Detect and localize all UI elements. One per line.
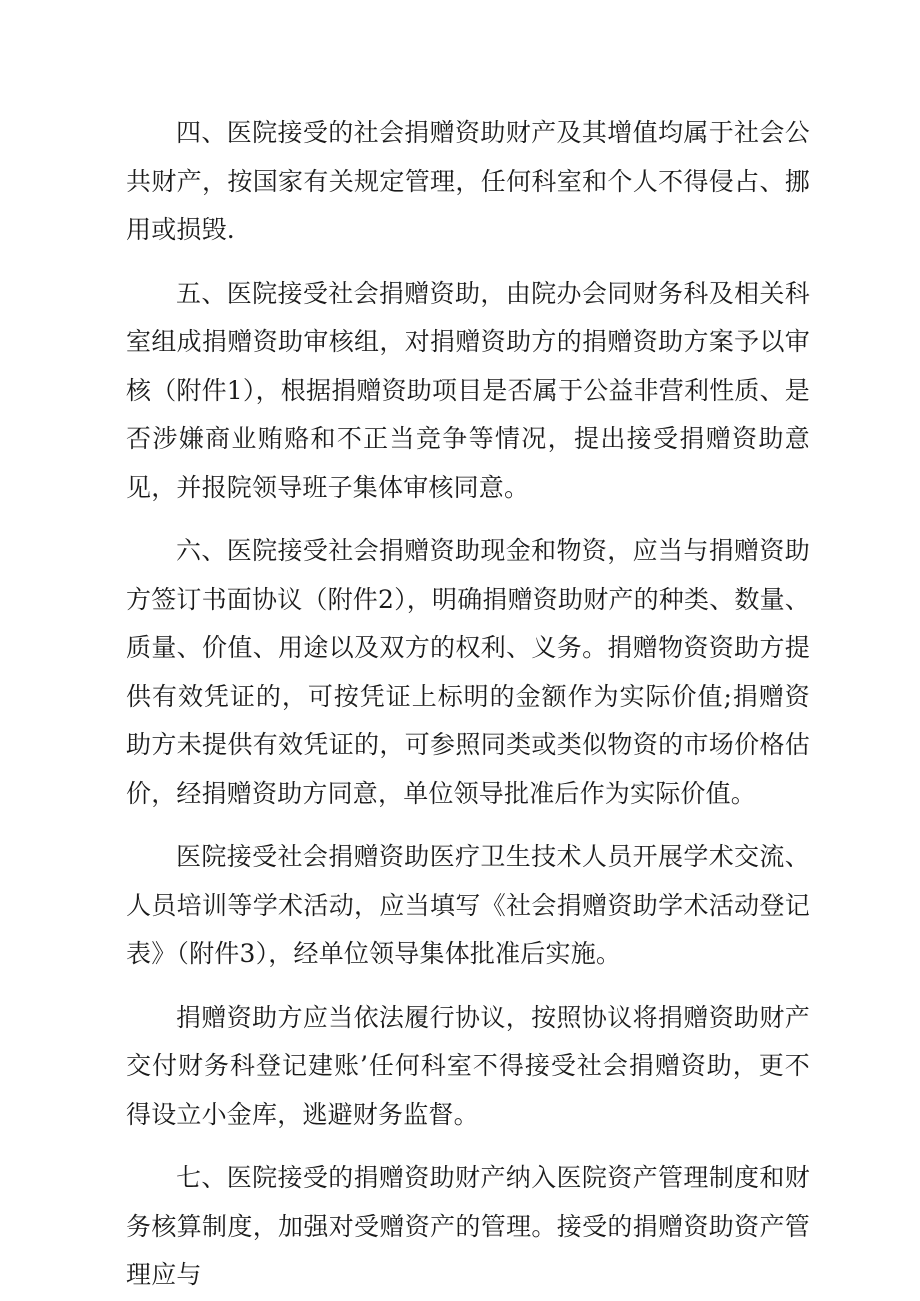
paragraph-academic-activities: 医院接受社会捐赠资助医疗卫生技术人员开展学术交流、人员培训等学术活动，应当填写《社会捐赠资助学术活动登记表》（附件3），经单位领导集体批准后实施。 xyxy=(126,842,810,968)
paragraph-agreement-performance: 捐赠资助方应当依法履行协议，按照协议将捐赠资助财产交付财务科登记建账’任何科室不得接受社会捐赠资助，更不得设立小金库，逃避财务监督。 xyxy=(126,1002,810,1129)
paragraph-six: 六、医院接受社会捐赠资助现金和物资，应当与捐赠资助方签订书面协议（附件2），明确捐赠资助财产的种类、数量、质量、价值、用途以及双方的权利、义务。捐赠物资资助方提供有效凭证的，可按凭证上标明的金额作为实际价值;捐赠资助方未提供有效凭证的，可参照同类或类似物资的市场价格估价，经捐赠资助方同意，单位领导批准后作为实际价值。 xyxy=(126,536,811,808)
paragraph-four: 四、医院接受的社会捐赠资助财产及其增值均属于社会公共财产，按国家有关规定管理，任何科室和个人不得侵占、挪用或损毁. xyxy=(126,118,810,244)
paragraph-five: 五、医院接受社会捐赠资助，由院办会同财务科及相关科室组成捐赠资助审核组，对捐赠资助方的捐赠资助方案予以审核（附件1），根据捐赠资助项目是否属于公益非营利性质、是否涉嫌商业贿赂和不正当竞争等情况，提出接受捐赠资助意见，并报院领导班子集体审核同意。 xyxy=(126,278,811,502)
document-body xyxy=(126,109,810,1300)
paragraph-seven: 七、医院接受的捐赠资助财产纳入医院资产管理制度和财务核算制度，加强对受赠资产的管理。接受的捐赠资助资产管理应与 xyxy=(126,1163,810,1289)
